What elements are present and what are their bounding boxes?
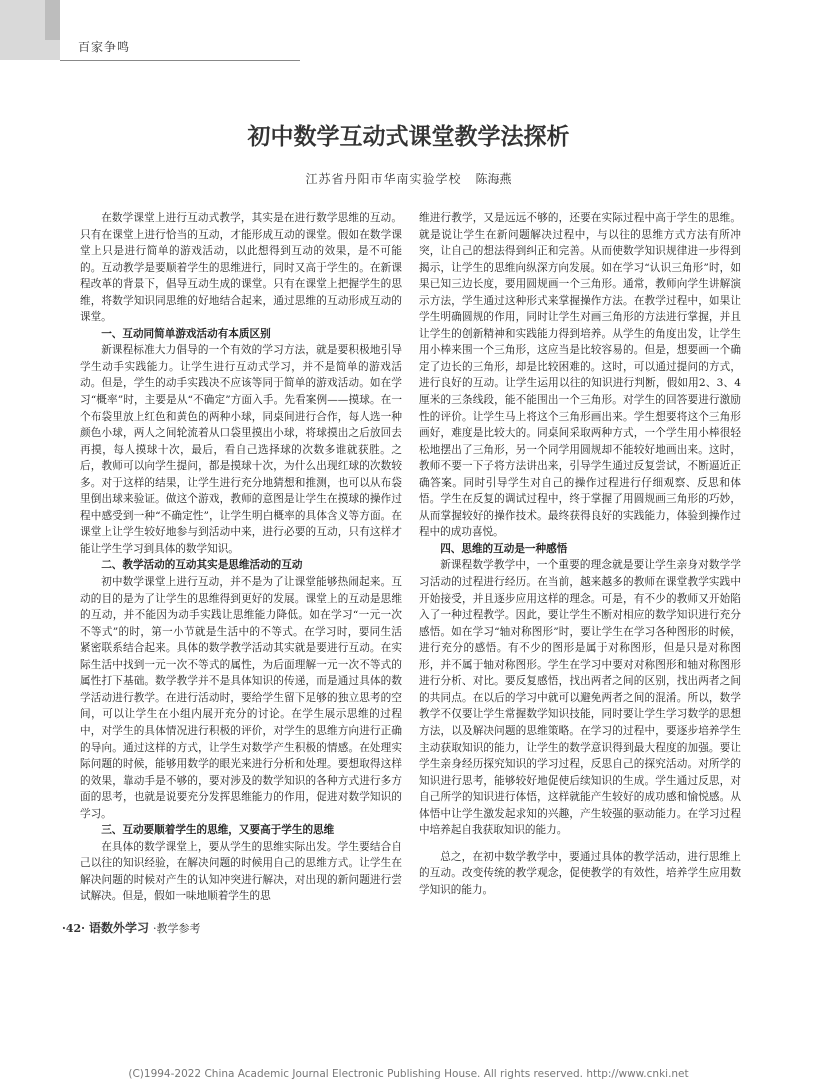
header-rule [60, 60, 300, 61]
author-name: 陈海燕 [475, 172, 512, 186]
section-heading-2: 二、教学活动的互动其实是思维活动的互动 [101, 559, 303, 572]
page-footer [62, 919, 200, 936]
author-line [0, 170, 817, 187]
author-affiliation: 江苏省丹阳市华南实验学校 [305, 172, 462, 186]
column-tag: 百家争鸣 [78, 40, 131, 54]
page-number: ·42· [62, 922, 85, 935]
left-column [80, 210, 402, 905]
section-heading-3: 三、互动要顺着学生的思维，又要高于学生的思维 [101, 824, 335, 837]
intro-paragraph: 在数学课堂上进行互动式教学，其实是在进行数学思维的互动。只有在课堂上进行恰当的互动，才能形成互动的课堂。假如在数学课堂上只是进行简单的游戏活动，以此想得到互动的效果，是不可能的。互动教学是要顺着学生的思维进行，同时又高于学生的。在新课程改革的背景下，倡导互动生成的课堂。只有在课堂上把握学生的思维，将数学知识同思维的好地结合起来，通过思维的互动形成互动的课堂。 [80, 212, 402, 324]
section-1-paragraph: 新课程标准大力倡导的一个有效的学习方法，就是要积极地引导学生动手实践能力。让学生进行互动式学习，并不是简单的游戏活动。但是，学生的动手实践决不应该等同于简单的游戏活动。如在学习“概率”时，主要是从“不确定”方面入手。先看案例——摸球。在一个布袋里放上红色和黄色的两种小球，同桌间进行合作，每人选一种颜色小球，两人之间轮流着从口袋里摸出小球，将球摸出之后放回去再摸，每人摸球十次，最后，看自己选择球的次数多谁就获胜。之后，教师可以向学生提问，都是摸球十次，为什么出现红球的次数较多。对于这样的结果，让学生进行充分地猜想和推测，也可以从布袋里倒出球来验证。做这个游戏，教师的意图是让学生在摸球的操作过程中感受到一种“不确定性”，让学生明白概率的具体含义等方面。在课堂上让学生较好地参与到活动中来，进行必要的互动，只有这样才能让学生学习到具体的数学知识。 [80, 344, 402, 555]
journal-name: 语数外学习 [88, 921, 149, 935]
section-heading-4: 四、思维的互动是一种感悟 [440, 542, 568, 555]
section-2-paragraph: 初中数学课堂上进行互动，并不是为了让课堂能够热闹起来。互动的目的是为了让学生的思维得到更好的发展。课堂上的互动是思维的互动，并不能因为动手实践让思维能力降低。如在学习“一元一次不等式”的时，第一小节就是生活中的不等式。在学习时，要同生活紧密联系结合起来。具体的数学教学活动其实就是要进行互动。在实际生活中找到一元一次不等式的属性，为后面理解一元一次不等式的属性打下基础。数学教学并不是具体知识的传递，而是通过具体的数学活动进行教学。在进行活动时，要给学生留下足够的独立思考的空间，可以让学生在小组内展开充分的讨论。在学生展示思维的过程中，对学生的具体情况进行积极的评价，对学生的思维方向进行正确的导向。通过这样的方式，让学生对数学产生积极的情感。在处理实际问题的时候，能够用数学的眼光来进行分析和处理。要想取得这样的效果，靠动手是不够的，要对涉及的数学知识的各种方式进行多方面的思考，也就是说要充分发挥思维能力的作用，促进对数学知识的学习。 [80, 576, 402, 820]
right-column [419, 210, 741, 898]
article-title: 初中数学互动式课堂教学法探析 [247, 124, 570, 150]
section-3-paragraph: 在具体的数学课堂上，要从学生的思维实际出发。学生要结合自己以往的知识经验，在解决问题的时候用自己的思维方式。让学生在解决问题的时候对产生的认知冲突进行解决，对出现的新问题进行尝试解决。但是，假如一味地顺着学生的思 [80, 840, 402, 903]
corner-decoration-accent [45, 0, 60, 40]
section-4-paragraph: 新课程数学教学中，一个重要的理念就是要让学生亲身对数学学习活动的过程进行经历。在当前，越来越多的教师在课堂教学实践中开始接受，并且逐步应用这样的理念。可是，有不少的教师又开始陷入了一种过程教学。因此，要让学生不断对相应的数学知识进行充分感悟。如在学习“轴对称图形”时，要让学生在学习各种图形的时候，进行充分的感悟。有不少的图形是属于对称图形，但是只是对称图形，并不属于轴对称图形。学生在学习中要对对称图形和轴对称图形进行分析、对比。要反复感悟，找出两者之间的区别，找出两者之间的共同点。在以后的学习中就可以避免两者之间的混淆。所以，数学教学不仅要让学生常握数学知识技能，同时要让学生学习数学的思想方法，以及解决问题的思维策略。在学习的过程中，要逐步培养学生主动获取知识的能力，让学生的数学意识得到最大程度的加强。要让学生亲身经历探究知识的学习过程，反思自己的探究活动。对所学的知识进行思考，能够较好地促使后续知识的生成。学生通过反思，对自己所学的知识进行体悟，这样就能产生较好的成功感和愉悦感。从体悟中让学生激发起求知的兴趣，产生较强的驱动能力。在学习过程中培养起自我获取知识的能力。 [419, 559, 741, 837]
conclusion-paragraph: 总之，在初中数学教学中，要通过具体的教学活动，进行思维上的互动。改变传统的教学观念，促使教学的有效性，培养学生应用数学知识的能力。 [419, 850, 741, 896]
section-heading-1: 一、互动同简单游戏活动有本质区别 [101, 327, 271, 340]
copyright-notice: (C)1994-2022 China Academic Journal Electronic Publishing House. All rights reserved. http://www.cnki.net [128, 1068, 689, 1080]
footer-section: ·教学参考 [152, 922, 201, 935]
section-3-paragraph-continued: 维进行教学，又是远远不够的，还要在实际过程中高于学生的思维。就是说让学生在新问题解决过程中，与以往的思维方式方法有所冲突，让自己的想法得到纠正和完善。从而使数学知识规律进一步得到揭示，让学生的思维向纵深方向发展。如在学习“认识三角形”时，如果已知三边长度，要用圆规画一个三角形。通常，教师向学生讲解演示方法，学生通过这种形式来掌握操作方法。在教学过程中，如果让学生明确圆规的作用，同时让学生对画三角形的方法进行掌握，并且让学生的创新精神和实践能力得到培养。从学生的角度出发，让学生用小棒来围一个三角形，这应当是比较容易的。但是，想要画一个确定了边长的三角形，却是比较困难的。这时，可以通过提问的方式，进行良好的互动。让学生运用以往的知识进行判断，假如用2、3、4厘米的三条线段，能不能围出一个三角形。对学生的回答要进行激励性的评价。让学生马上将这个三角形画出来。学生想要将这个三角形画好，难度是比较大的。同桌间采取两种方式，一个学生用小棒很轻松地摆出了三角形，另一个同学用圆规却不能较好地画出来。这时，教师不要一下子将方法讲出来，引导学生通过反复尝试，不断逼近正确答案。同时引导学生对自己的操作过程进行仔细观察、反思和体悟。学生在反复的调试过程中，终于掌握了用圆规画三角形的巧妙，从而掌握较好的操作技术。最终获得良好的实践能力，体验到操作过程中的成功喜悦。 [419, 212, 741, 539]
